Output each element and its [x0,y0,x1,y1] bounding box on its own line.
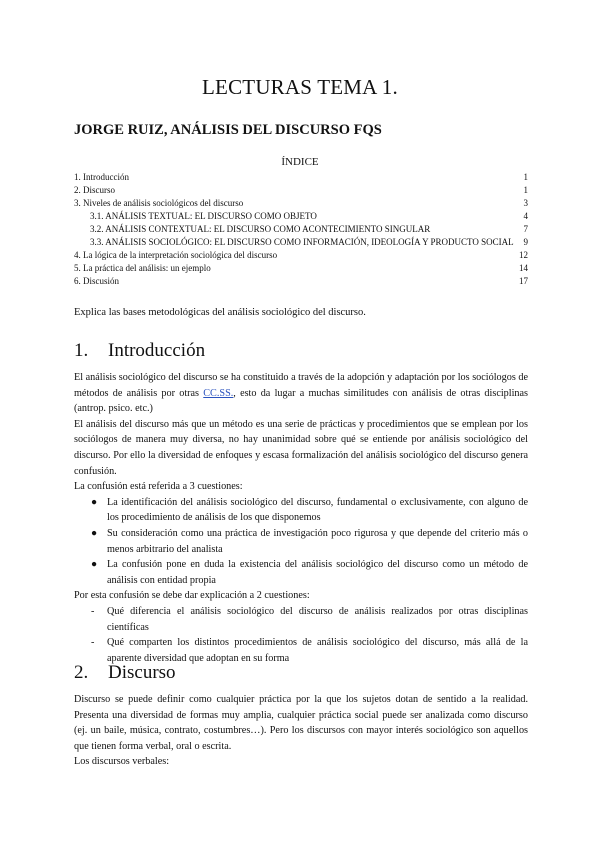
toc-entry[interactable]: 6. Discusión 17 [74,276,528,286]
bullet-icon: ● [91,527,98,539]
toc-entry[interactable]: 5. La práctica del análisis: un ejemplo 14 [74,263,528,273]
dash-list [74,604,528,666]
section-number: 1. [74,340,89,361]
document-subtitle: JORGE RUIZ, ANÁLISIS DEL DISCURSO FQS [74,122,382,138]
paragraph: El análisis sociológico del discurso se ha constituido a través de la adopción y adaptación por los sociólogos de métodos de análisis por otras CC.SS., esto da lugar a muchas similitudes con análisis de otras disciplinas (antrop. psico. etc.) [74,372,529,415]
paragraph: La confusión está referida a 3 cuestiones: [74,481,243,493]
section-heading-introduccion [74,340,205,362]
section-body-discurso [74,692,528,770]
dash-icon: - [91,605,95,617]
table-of-contents [74,171,528,288]
list-item: ● La confusión pone en duda la existencia del análisis sociológico del discurso como un método de análisis con entidad propia [91,559,528,586]
ccss-link[interactable]: CC.SS. [203,387,234,399]
toc-entry[interactable]: 2. Discurso 1 [74,185,528,195]
bullet-icon: ● [91,496,98,508]
section-number: 2. [74,662,89,683]
list-item: ● Su consideración como una práctica de investigación poco rigurosa y que depende del criterio más o menos arbitrario del analista [91,527,528,555]
dash-icon: - [91,637,95,649]
section-title: Discurso [108,662,176,683]
toc-entry[interactable]: 3.1. ANÁLISIS TEXTUAL: EL DISCURSO COMO OBJETO 4 [90,211,528,221]
list-item: ● La identificación del análisis sociológico del discurso, fundamental o exclusivamente, con alguno de los procedimiento de análisis de los que disponemos [91,496,528,524]
section-heading-discurso [74,662,176,684]
toc-entry[interactable]: 3.2. ANÁLISIS CONTEXTUAL: EL DISCURSO COMO ACONTECIMIENTO SINGULAR 7 [90,224,528,234]
toc-entry[interactable]: 1. Introducción 1 [74,172,528,182]
bullet-list [74,495,528,589]
toc-heading: ÍNDICE [281,156,319,168]
toc-entry[interactable]: 3. Niveles de análisis sociológicos del discurso 3 [74,198,528,208]
section-body-introduccion [74,370,528,666]
section-title: Introducción [108,340,206,361]
document-title: LECTURAS TEMA 1. [202,75,398,99]
intro-line: Explica las bases metodológicas del análisis sociológico del discurso. [74,307,366,318]
paragraph: Los discursos verbales: [74,756,170,768]
toc-entry[interactable]: 3.3. ANÁLISIS SOCIOLÓGICO: EL DISCURSO COMO INFORMACIÓN, IDEOLOGÍA Y PRODUCTO SOCIAL 9 [90,237,528,247]
list-item: - Qué comparten los distintos procedimientos de análisis sociológico del discurso, más allá de la aparente diversidad que adoptan en su forma [91,637,528,664]
list-item: - Qué diferencia el análisis sociológico del discurso de análisis realizados por otras disciplinas científicas [91,605,528,633]
paragraph: Por esta confusión se debe dar explicación a 2 cuestiones: [74,590,310,602]
bullet-icon: ● [91,559,98,571]
toc-entry[interactable]: 4. La lógica de la interpretación sociológica del discurso 12 [74,250,528,260]
paragraph: Discurso se puede definir como cualquier práctica por la que los sujetos dotan de sentido a la realidad. Presenta una diversidad de formas muy amplia, cualquier práctica social puede ser analizada como discurso (ej. un baile, música, contrato, costumbres…). Pero los discursos con mayor interés sociológico son aquellos que tienen forma verbal, oral o escrita. [74,694,528,752]
paragraph: El análisis del discurso más que un método es una serie de prácticas y procedimientos que se emplean por los sociólogos de manera muy diversa, no hay unanimidad sobre qué se entiende por análisis sociológico del discurso. Por ello la diversidad de enfoques y escasa formalización del análisis sociológico del discurso genera confusión. [74,418,528,477]
